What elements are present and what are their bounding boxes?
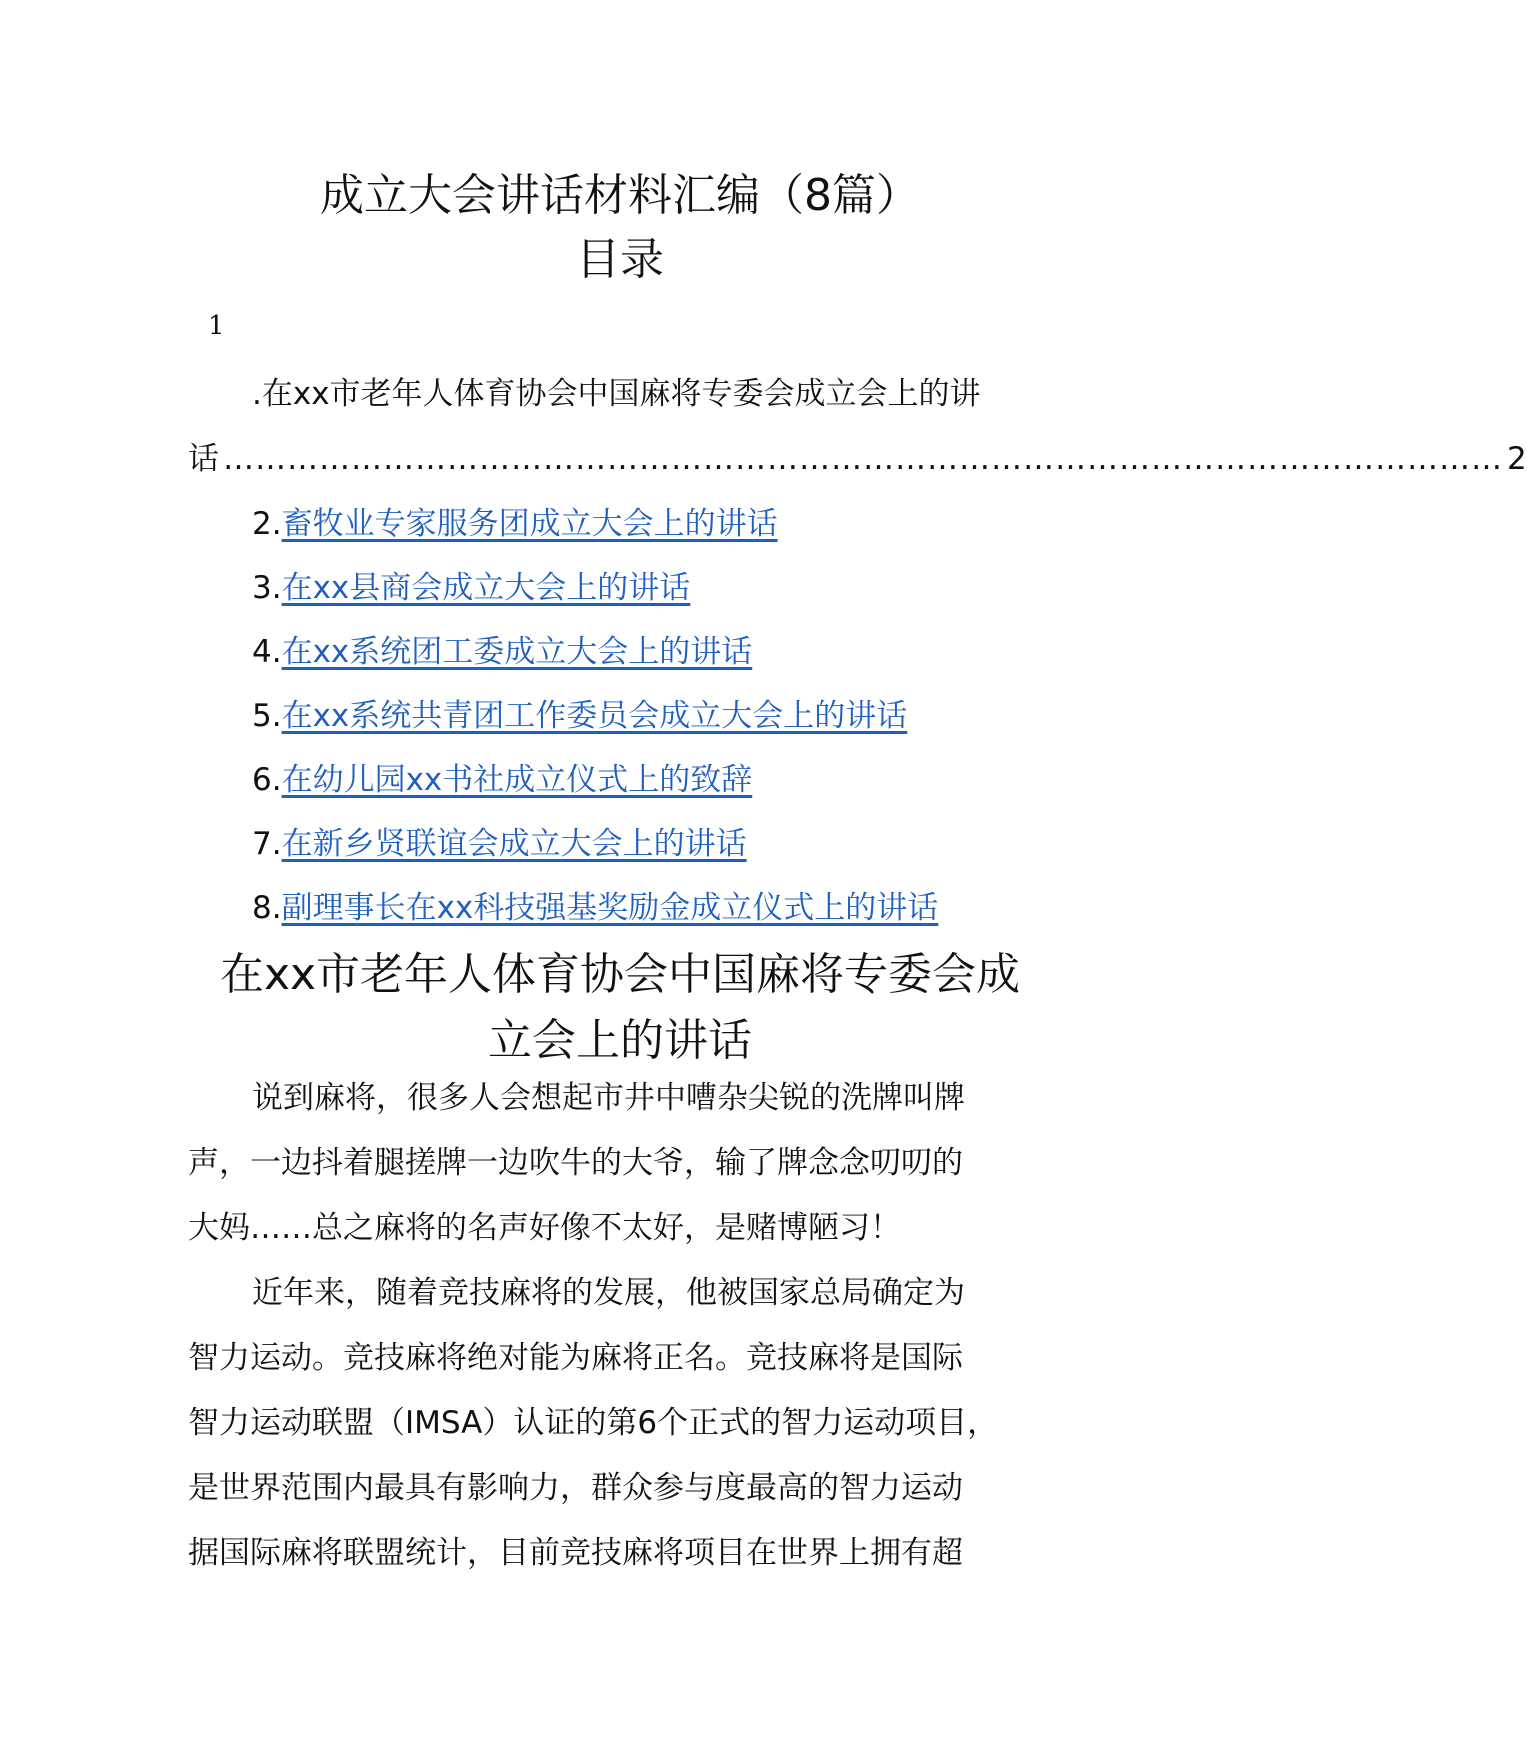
toc-item-1-line-2[interactable] (188, 437, 1527, 481)
body-text-line: 近年来，随着竞技麻将的发展，他被国家总局确定为 (252, 1275, 965, 1311)
toc-item-number: 7. (252, 826, 282, 862)
toc-item-number: 2. (252, 506, 282, 542)
toc-item-number: 5. (252, 698, 282, 734)
toc-item-4[interactable] (252, 630, 752, 674)
toc-item-5[interactable] (252, 694, 907, 738)
toc-link[interactable]: 在新乡贤联谊会成立大会上的讲话 (281, 826, 747, 862)
toc-item-7[interactable] (252, 822, 747, 866)
toc-item-6[interactable] (252, 758, 752, 802)
body-text-line: 说到麻将，很多人会想起市井中嘈杂尖锐的洗牌叫牌 (252, 1080, 965, 1116)
toc-link[interactable]: 在xx系统团工委成立大会上的讲话 (281, 634, 753, 670)
toc-item-number: 6. (252, 762, 282, 798)
section-title-line-1: 在xx市老年人体育协会中国麻将专委会成 (219, 949, 1021, 1000)
footnote-marker: 1 (208, 311, 225, 341)
body-text-line: 声，一边抖着腿搓牌一边吹牛的大爷，输了牌念念叨叨的 (188, 1145, 963, 1181)
toc-link[interactable]: 副理事长在xx科技强基奖励金成立仪式上的讲话 (281, 890, 939, 926)
toc-dot-leader: ………………………………………………………………………………………………………… (223, 441, 1503, 477)
toc-item-2[interactable] (252, 502, 778, 546)
body-text-line: 智力运动联盟（IMSA）认证的第6个正式的智力运动项目， (188, 1405, 999, 1441)
toc-page-number: 2 (1507, 441, 1527, 477)
toc-item-8[interactable] (252, 886, 938, 930)
document-title: 成立大会讲话材料汇编（8篇） (320, 170, 920, 221)
toc-item-3[interactable] (252, 566, 690, 610)
toc-link[interactable]: 畜牧业专家服务团成立大会上的讲话 (281, 506, 778, 542)
toc-link[interactable]: 在xx县商会成立大会上的讲话 (281, 570, 691, 606)
toc-link[interactable]: 在幼儿园xx书社成立仪式上的致辞 (281, 762, 753, 798)
toc-item-number: 4. (252, 634, 282, 670)
toc-item-1-tail: 话 (188, 441, 219, 477)
body-text-line: 大妈……总之麻将的名声好像不太好，是赌博陋习！ (188, 1210, 901, 1246)
toc-link[interactable]: 在xx系统共青团工作委员会成立大会上的讲话 (281, 698, 908, 734)
toc-item-1-line-1[interactable]: .在xx市老年人体育协会中国麻将专委会成立会上的讲 (252, 376, 981, 412)
section-title-line-2: 立会上的讲话 (488, 1015, 752, 1066)
toc-item-number: 8. (252, 890, 282, 926)
body-text-line: 智力运动。竞技麻将绝对能为麻将正名。竞技麻将是国际 (188, 1340, 963, 1376)
toc-item-number: 3. (252, 570, 282, 606)
body-text-line: 是世界范围内最具有影响力，群众参与度最高的智力运动 (188, 1470, 963, 1506)
body-text-line: 据国际麻将联盟统计，目前竞技麻将项目在世界上拥有超 (188, 1535, 963, 1571)
toc-heading: 目录 (576, 234, 664, 285)
